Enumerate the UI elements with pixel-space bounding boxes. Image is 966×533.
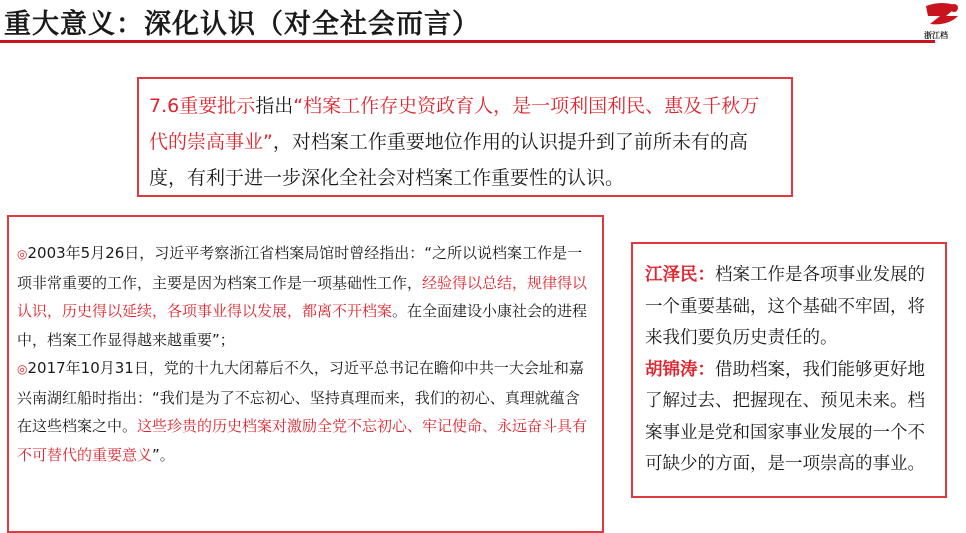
jiang-speaker: 江泽民：	[645, 265, 715, 285]
xi-quote-2003-tail: 。在全面建设小康社会的进程中，档案工作显得越来越重要”；	[17, 302, 588, 349]
xi-quote-item-2017	[17, 354, 594, 469]
hu-quote-text: 借助档案，我们能够更好地了解过去、把握现在、预见未来。档案事业是党和国家事业发展的一个不可缺少的方面，是一项崇高的事业。	[645, 359, 925, 474]
batch-instruction-text	[149, 88, 777, 196]
leaders-quotes-box	[631, 242, 947, 498]
instruction-name: 7.6重要批示	[149, 95, 256, 117]
xi-quote-2017-tail: ”。	[152, 445, 175, 464]
instruction-rest: ，对档案工作重要地位作用的认识提升到了前所未有的高度，有利于进一步深化全社会对档案工作重要性的认识。	[149, 131, 748, 189]
xi-quotes-box	[7, 215, 604, 533]
bullet-icon: ◎	[17, 362, 28, 376]
hu-quote	[645, 355, 935, 481]
instruction-verb: 指出	[255, 95, 294, 117]
xi-quote-2003-text: 2003年5月26日，习近平考察浙江省档案局馆时曾经指出：“之所以说档案工作是一项非常重要的工作，主要是因为档案工作是一项基础性工作，	[17, 244, 583, 292]
xi-quote-2003-highlight: 经验得以总结，规律得以认识，历史得以延续，各项事业得以发展，都离不开档案	[17, 273, 588, 320]
xi-quote-2017-highlight: 这些珍贵的历史档案对激励全党不忘初心、牢记使命、永远奋斗具有不可替代的重要意义	[17, 417, 588, 464]
title-bar	[0, 0, 966, 40]
page-title: 重大意义：深化认识（对全社会而言）	[4, 9, 480, 40]
jiang-quote-text: 档案工作是各项事业发展的一个重要基础，这个基础不牢固，将来我们要负历史责任的。	[645, 265, 925, 348]
logo-caption: 浙江档	[924, 31, 948, 40]
instruction-quote: “档案工作存史资政育人，是一项利国利民、惠及千秋万代的崇高事业”	[149, 95, 760, 153]
bullet-icon: ◎	[17, 247, 28, 261]
batch-instruction-box	[137, 77, 793, 197]
hu-speaker: 胡锦涛：	[645, 359, 715, 380]
title-underline	[0, 40, 935, 43]
xi-quote-2017-text: 2017年10月31日，党的十九大闭幕后不久，习近平总书记在瞻仰中共一大会址和嘉兴南湖红船时指出：“我们是为了不忘初心、坚持真理而来，我们的初心、真理就蕴含在这些档案之中。	[17, 359, 584, 435]
xi-quote-item-2003	[17, 239, 594, 354]
jiang-quote	[645, 260, 935, 355]
